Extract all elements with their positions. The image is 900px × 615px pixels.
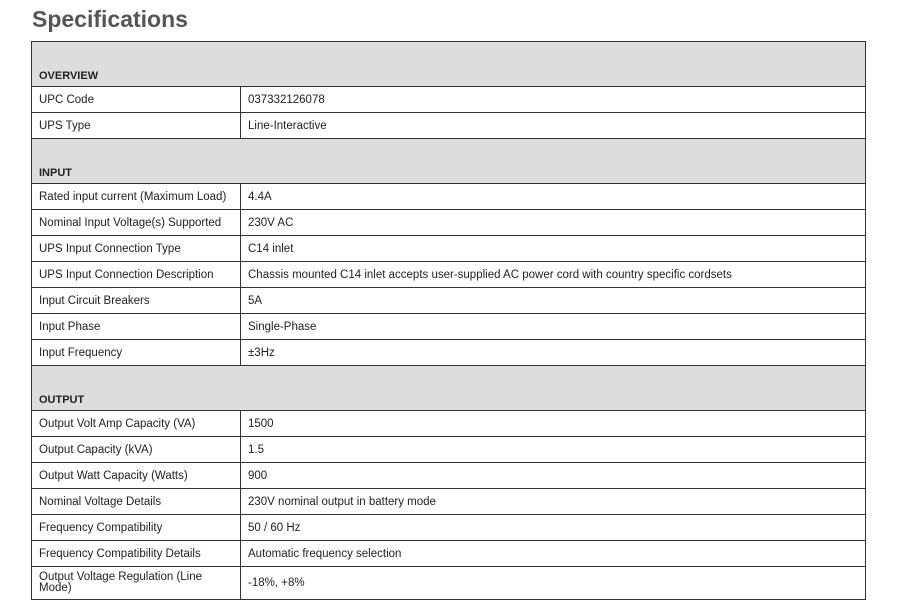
spec-value: C14 inlet [241,236,866,262]
section-heading: INPUT [32,139,866,184]
table-row [32,437,866,463]
table-row [32,463,866,489]
page-title: Specifications [32,6,188,32]
spec-value: 1500 [241,411,866,437]
table-row [32,515,866,541]
spec-value: 1.5 [241,437,866,463]
spec-value: 4.4A [241,184,866,210]
table-row [32,340,866,366]
spec-label: Output Voltage Regulation (Line Mode) [32,567,241,600]
spec-value: 50 / 60 Hz [241,515,866,541]
spec-value: 900 [241,463,866,489]
table-row [32,262,866,288]
spec-label: Output Watt Capacity (Watts) [32,463,241,489]
table-row [32,236,866,262]
section-heading: OVERVIEW [32,42,866,87]
spec-label: Output Volt Amp Capacity (VA) [32,411,241,437]
spec-label: Input Circuit Breakers [32,288,241,314]
spec-value: Single-Phase [241,314,866,340]
spec-label: Nominal Input Voltage(s) Supported [32,210,241,236]
table-row [32,184,866,210]
spec-label: Output Capacity (kVA) [32,437,241,463]
table-row [32,411,866,437]
spec-label: Frequency Compatibility [32,515,241,541]
table-row [32,113,866,139]
spec-label: UPC Code [32,87,241,113]
section-header-overview [32,42,866,87]
spec-label: UPS Input Connection Description [32,262,241,288]
spec-label: UPS Input Connection Type [32,236,241,262]
table-row [32,489,866,515]
table-row [32,288,866,314]
spec-value: 5A [241,288,866,314]
spec-value: 230V nominal output in battery mode [241,489,866,515]
section-header-output [32,366,866,411]
spec-value: -18%, +8% [241,567,866,600]
spec-value: 230V AC [241,210,866,236]
spec-label: UPS Type [32,113,241,139]
spec-value: ±3Hz [241,340,866,366]
spec-label: Input Frequency [32,340,241,366]
spec-label: Input Phase [32,314,241,340]
table-row [32,210,866,236]
spec-value: Automatic frequency selection [241,541,866,567]
table-row [32,541,866,567]
spec-label: Rated input current (Maximum Load) [32,184,241,210]
spec-label: Frequency Compatibility Details [32,541,241,567]
table-row [32,314,866,340]
table-row [32,567,866,600]
specifications-table [31,41,866,600]
section-heading: OUTPUT [32,366,866,411]
spec-label: Nominal Voltage Details [32,489,241,515]
section-header-input [32,139,866,184]
spec-value: Line-Interactive [241,113,866,139]
table-row [32,87,866,113]
spec-value: 037332126078 [241,87,866,113]
spec-value: Chassis mounted C14 inlet accepts user-supplied AC power cord with country specific cordsets [241,262,866,288]
